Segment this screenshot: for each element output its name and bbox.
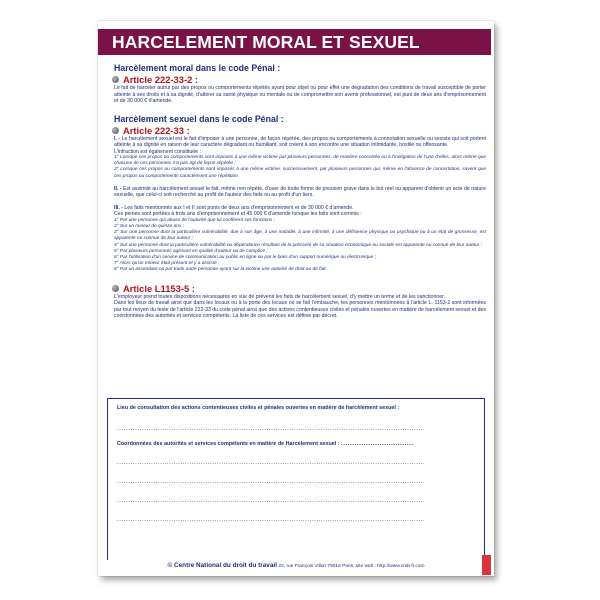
list-item: 1° Lorsque ces propos ou comportements sont imposés à une même victime par plusieurs personnes, de manière concertée ou à l'instigation de l'une d'elles, alors même que chacune de ces personnes n'a pas agi de façon répétée ; <box>114 155 486 167</box>
list-item: 6° Par l'utilisation d'un service de communication au public en ligne ou par le biais d'un support numérique ou électronique ; <box>114 255 376 261</box>
corner-accent <box>482 555 491 575</box>
sexuel-heading: Harcèlement sexuel dans le code Pénal : <box>114 113 284 124</box>
coord-line-2[interactable]: ........................................................................................................................................ <box>117 479 426 485</box>
coord-field[interactable]: ................................ <box>341 441 414 447</box>
lieu-field[interactable]: ........................................................................................................................................ <box>117 426 426 432</box>
section-iii-text2: Ces peines sont portées à trois ans d'emprisonnement et 45 000 € d'amende lorsque les faits sont commis : <box>114 211 362 218</box>
article-l1153-5-text1: L'employeur prend toutes dispositions nécessaires en vue de prévenir les faits de harcèlement sexuel, d'y mettre un terme et de les sanctionner. <box>114 293 445 300</box>
bullet-icon <box>112 285 119 292</box>
bullet-icon <box>112 76 119 83</box>
list-item: 2° Lorsque ces propos ou comportements sont imposés à une même victime, successivement, par plusieurs personnes qui, même en l'absence de concertation, savent que ces propos ou comportements caractérisent une répétition. <box>114 167 486 179</box>
lieu-label: Lieu de consultation des actions contentieuses civiles et pénales ouvertes en matière de harcèlement sexuel : <box>117 405 400 411</box>
list-item: 3° Sur une personne dont la particulière vulnérabilité, due à son âge, à une maladie, à une infirmité, à une déficience physique ou psychique ou à un état de grossesse, est apparente ou connue de leur auteur ; <box>114 230 486 242</box>
list-item: 1° Par une personne qui abuse de l'autorité que lui confèrent ses fonctions ; <box>114 217 275 223</box>
bullet-icon <box>112 127 119 134</box>
section-ii: II. - Est assimilé au harcèlement sexuel le fait, même non répété, d'user de toute forme de pression grave dans le but réel ou apparent d'obtenir un acte de nature sexuelle, que celui-ci soit recherché au profit de l'auteur des faits ou au profit d'un tiers. <box>114 185 486 199</box>
section-iii: III. - Les faits mentionnés aux I et II sont punis de deux ans d'emprisonnement et de 30 000 € d'amende. <box>114 204 354 211</box>
list-item: 7° Alors qu'un mineur était présent et y a assisté ; <box>114 261 220 267</box>
content <box>114 63 486 320</box>
article-222-33-2-text: Le fait de harceler autrui par des propos ou comportements répétés ayant pour objet ou pour effet une dégradation des conditions de travail susceptible de porter atteinte à ses droits et à sa dignité, d'altérer sa santé physique ou mentale ou de compromettre son avenir professionnel, est puni de deux ans d'emprisonnement et de 30 000 € d'amende. <box>114 85 486 104</box>
list-item: 2° Sur un mineur de quinze ans ; <box>114 224 184 230</box>
article-l1153-5-heading <box>112 283 486 294</box>
list-item: 4° Sur une personne dont la particulière vulnérabilité ou dépendance résultant de la précarité de sa situation économique ou sociale est apparente ou connue de leur auteur ; <box>114 242 483 248</box>
footer-address: 22, rue François Villon 75015 Paris, site web : http://www.cndt-fr.com <box>278 564 425 569</box>
section-i: I. - Le harcèlement sexuel est le fait d'imposer à une personne, de façon répétée, des propos ou comportements à connotation sexuelle ou sexiste qui soit portent atteinte à sa dignité en raison de leur caractère dégradant ou humiliant, soit créent à son encontre une situation intimidante, hostile ou offensante. <box>114 135 487 148</box>
article-label: Article 222-33 : <box>123 124 190 136</box>
moral-heading: Harcèlement moral dans le code Pénal : <box>114 63 281 73</box>
article-222-33-heading <box>112 125 486 136</box>
list-item: 8° Par un ascendant ou par toute autre personne ayant sur la victime une autorité de droit ou de fait. <box>114 267 327 273</box>
footer-copyright: © Centre National du droit du travail <box>167 562 277 569</box>
article-l1153-5-text2: Dans les lieux de travail ainsi que dans les locaux ou à la porte des locaux où se fait l'embauche, les personnes mentionnées à l'article L. 1153-2 sont informées par tout moyen du texte de l'article 222-33 du code pénal ainsi que des actions contentieuses civiles et pénales ouvertes en matière de harcèlement sexuel et des coordonnées des autorités et services compétents. La liste de ces services est définie par décret. <box>114 300 486 320</box>
article-label: Article 222-33-2 : <box>123 74 199 85</box>
section-i-also: L'infraction est également constituée : <box>114 148 201 155</box>
coord-label: Coordonnées des autorités et services compétents en matière de Harcèlement sexuel : ................................ <box>117 441 414 447</box>
info-box <box>107 398 485 563</box>
article-label: Article L1153-5 : <box>123 282 195 294</box>
page-title: HARCELEMENT MORAL ET SEXUEL <box>98 29 491 55</box>
footer <box>98 560 494 571</box>
coord-line-4[interactable]: ........................................................................................................................................ <box>117 517 426 523</box>
list-item: 5° Par plusieurs personnes agissant en qualité d'auteur ou de complice ; <box>114 248 268 254</box>
coord-line-1[interactable]: ........................................................................................................................................ <box>117 460 426 466</box>
article-222-33-2-heading <box>112 74 486 85</box>
coord-line-3[interactable]: ........................................................................................................................................ <box>117 498 426 504</box>
document-sheet <box>98 21 494 576</box>
